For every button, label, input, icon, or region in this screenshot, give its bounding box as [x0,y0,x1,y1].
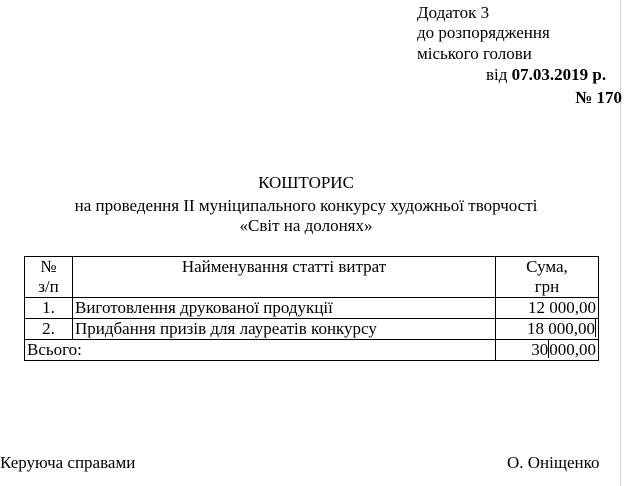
budget-table [24,256,599,361]
row-sum-cell [496,319,599,340]
header-sum-cell [496,257,599,298]
text-cursor [595,319,596,337]
annex-order-line: до розпорядження [417,23,550,42]
header-sum-line2: грн [534,277,560,296]
document-subtitle: на проведення ІІ муніципального конкурсу художньої творчості [74,196,538,215]
row-item-name: Виготовлення друкованої продукції [73,298,496,319]
header-item-name-cell [73,257,496,298]
row-sum: 18 000,00 [527,319,595,338]
row-number: 2. [25,319,73,340]
order-number: № 170 [575,88,622,107]
header-item-name: Найменування статті витрат [181,257,387,276]
row-item-name: Придбання призів для лауреатів конкурсу [73,319,496,340]
date-prefix: від [486,65,512,84]
row-sum: 12 000,00 [496,298,599,319]
row-number: 1. [25,298,73,319]
page-edge-line [620,0,621,486]
annex-date-line [486,65,606,85]
signature-position: Керуюча справами [0,453,136,472]
signature-name: О. Оніщенко [507,453,600,472]
annex-label: Додаток 3 [417,3,490,22]
table-total-row [25,340,599,361]
header-number-cell [25,257,73,298]
annex-mayor-line: міського голови [417,44,532,63]
table-header-row [25,257,599,298]
total-sum-part2: 000,00 [549,340,596,359]
total-sum-part1: 30 [531,340,549,359]
header-sum-line1: Сума, [526,257,568,276]
document-subtitle-name: «Світ на долонях» [239,216,373,235]
table-row [25,298,599,319]
table-row [25,319,599,340]
date-value: 07.03.2019 р. [511,65,607,84]
header-number-line1: № [40,257,57,276]
annex-number [540,88,622,108]
document-title: КОШТОРИС [258,173,354,192]
total-sum-cell [496,340,599,361]
total-label: Всього: [25,340,496,361]
header-number-line2: з/п [38,277,59,296]
